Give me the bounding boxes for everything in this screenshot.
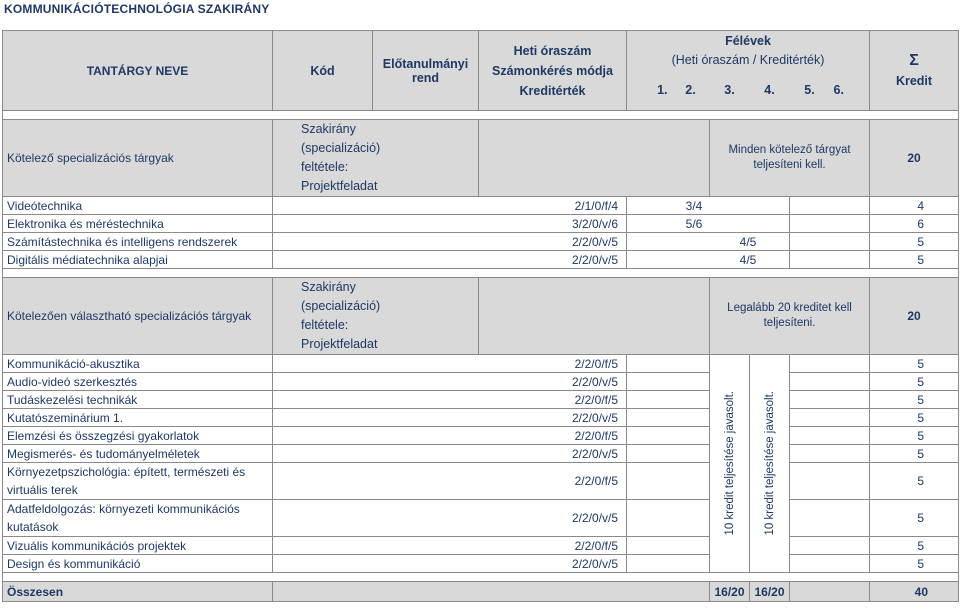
header-weekly-hours-label: Heti óraszám xyxy=(513,43,592,58)
header-subject-name: TANTÁRGY NEVE xyxy=(3,31,273,111)
section-elective-note: Legalább 20 kreditet kell teljesíteni. xyxy=(710,278,870,355)
table-row xyxy=(3,215,959,233)
condition-line: Szakirány xyxy=(301,122,356,136)
table-row xyxy=(3,500,959,537)
subject-credit: 4 xyxy=(870,197,959,215)
subject-code: 2/2/0/f/5 xyxy=(273,537,627,555)
condition-line: feltétele: xyxy=(301,318,349,332)
subject-name: Kutatószeminárium 1. xyxy=(3,409,273,427)
subject-name xyxy=(3,463,273,500)
subject-name: Audio-videó szerkesztés xyxy=(3,373,273,391)
recommendation-text: 10 kredit teljesítése javasolt. xyxy=(763,391,776,536)
empty-cell xyxy=(790,463,870,500)
semester-value: 5/6 xyxy=(627,215,790,233)
summary-row xyxy=(3,582,959,602)
subject-code: 2/2/0/f/5 xyxy=(273,355,627,373)
subject-name-line: Adatfeldolgozás: környezeti kommunikációs xyxy=(7,502,240,516)
header-credit-label: Kredit xyxy=(895,73,933,88)
section-elective-name: Kötelezően választható specializációs tárgyak xyxy=(3,278,273,355)
subject-code: 2/2/0/f/5 xyxy=(273,391,627,409)
empty-cell xyxy=(790,500,870,537)
section-mandatory-name: Kötelező specializációs tárgyak xyxy=(3,120,273,197)
subject-code: 2/2/0/v/5 xyxy=(273,445,627,463)
empty-cell xyxy=(790,427,870,445)
section-mandatory-note: Minden kötelező tárgyat teljesíteni kell. xyxy=(710,120,870,197)
section-elective-condition xyxy=(273,278,479,355)
header-semesters-sub: (Heti óraszám / Kreditérték) xyxy=(671,52,825,67)
subject-credit: 5 xyxy=(870,537,959,555)
subject-credit: 5 xyxy=(870,463,959,500)
table-row xyxy=(3,409,959,427)
empty-cell xyxy=(790,555,870,573)
table-row xyxy=(3,373,959,391)
empty-cell xyxy=(790,215,870,233)
condition-line: Projektfeladat xyxy=(301,337,378,351)
recommendation-sem4 xyxy=(750,355,790,573)
summary-label: Összesen xyxy=(3,582,273,602)
subject-code: 2/1/0/f/4 xyxy=(273,197,627,215)
empty-cell xyxy=(627,391,710,409)
header-weekly-hours xyxy=(479,31,627,111)
header-exam-mode: Számonkérés módja xyxy=(492,63,613,78)
empty-cell xyxy=(790,355,870,373)
subject-name: Kommunikáció-akusztika xyxy=(3,355,273,373)
subject-credit: 5 xyxy=(870,373,959,391)
condition-line: (specializáció) xyxy=(301,299,381,313)
section-elective-total: 20 xyxy=(870,278,959,355)
empty-cell xyxy=(790,445,870,463)
empty-cell xyxy=(627,373,710,391)
table-row xyxy=(3,463,959,500)
header-credit-sum xyxy=(870,31,959,111)
subject-code: 2/2/0/v/5 xyxy=(273,233,627,251)
subject-name: Tudáskezelési technikák xyxy=(3,391,273,409)
empty-cell xyxy=(790,409,870,427)
table-row xyxy=(3,197,959,215)
empty-cell xyxy=(627,555,710,573)
empty-cell xyxy=(627,355,710,373)
recommendation-text: 10 kredit teljesítése javasolt. xyxy=(723,391,736,536)
empty-cell xyxy=(790,391,870,409)
subject-code: 2/2/0/v/5 xyxy=(273,373,627,391)
sigma-icon: Σ xyxy=(909,51,919,69)
subject-name-line: Környezetpszichológia: épített, természeti és xyxy=(7,465,246,479)
header-code: Kód xyxy=(273,31,373,111)
summary-total: 40 xyxy=(870,582,959,602)
subject-name: Elektronika és méréstechnika xyxy=(3,215,273,233)
subject-credit: 6 xyxy=(870,215,959,233)
subject-code: 2/2/0/f/5 xyxy=(273,427,627,445)
curriculum-table xyxy=(2,30,959,602)
table-row xyxy=(3,251,959,269)
subject-code: 2/2/0/f/5 xyxy=(273,463,627,500)
semester-1: 1. xyxy=(627,71,672,111)
empty-cell xyxy=(627,500,710,537)
section-mandatory-header xyxy=(3,120,959,197)
condition-line: feltétele: xyxy=(301,160,349,174)
subject-credit: 5 xyxy=(870,233,959,251)
subject-code: 2/2/0/v/5 xyxy=(273,500,627,537)
subject-name: Elemzési és összegzési gyakorlatok xyxy=(3,427,273,445)
semester-3: 3. xyxy=(710,71,750,111)
empty-cell xyxy=(627,409,710,427)
empty-cell xyxy=(273,582,710,602)
semester-4: 4. xyxy=(750,71,790,111)
section-mandatory-spacer xyxy=(479,120,710,197)
page-title: KOMMUNIKÁCIÓTECHNOLÓGIA SZAKIRÁNY xyxy=(4,2,270,16)
subject-credit: 5 xyxy=(870,355,959,373)
empty-cell xyxy=(790,373,870,391)
semester-value: 4/5 xyxy=(627,251,790,269)
semester-value: 4/5 xyxy=(627,233,790,251)
condition-line: (specializáció) xyxy=(301,141,381,155)
empty-cell xyxy=(627,445,710,463)
header-credit-value: Kreditérték xyxy=(519,83,586,98)
subject-name-line: kutatások xyxy=(7,520,59,534)
table-row xyxy=(3,427,959,445)
subject-code: 2/2/0/v/5 xyxy=(273,409,627,427)
subject-credit: 5 xyxy=(870,409,959,427)
empty-cell xyxy=(790,233,870,251)
subject-name: Digitális médiatechnika alapjai xyxy=(3,251,273,269)
semester-value: 3/4 xyxy=(627,197,790,215)
empty-cell xyxy=(627,537,710,555)
empty-cell xyxy=(790,537,870,555)
empty-cell xyxy=(627,463,710,500)
table-row xyxy=(3,355,959,373)
recommendation-sem3 xyxy=(710,355,750,573)
empty-cell xyxy=(790,251,870,269)
condition-line: Projektfeladat xyxy=(301,179,378,193)
table-row xyxy=(3,537,959,555)
header-semesters xyxy=(627,31,870,71)
subject-credit: 5 xyxy=(870,251,959,269)
table-row xyxy=(3,391,959,409)
subject-credit: 5 xyxy=(870,391,959,409)
section-mandatory-total: 20 xyxy=(870,120,959,197)
semester-5: 5. xyxy=(790,71,830,111)
condition-line: Szakirány xyxy=(301,280,356,294)
subject-name: Megismerés- és tudományelméletek xyxy=(3,445,273,463)
subject-credit: 5 xyxy=(870,555,959,573)
header-semesters-label: Félévek xyxy=(725,33,771,48)
section-mandatory-condition xyxy=(273,120,479,197)
header-row xyxy=(3,31,959,71)
section-elective-header xyxy=(3,278,959,355)
table-row xyxy=(3,445,959,463)
subject-name: Számítástechnika és intelligens rendszerek xyxy=(3,233,273,251)
semester-2: 2. xyxy=(672,71,710,111)
empty-cell xyxy=(627,427,710,445)
subject-name-line: virtuális terek xyxy=(7,483,78,497)
subject-name xyxy=(3,500,273,537)
semester-6: 6. xyxy=(830,71,870,111)
table-row xyxy=(3,233,959,251)
subject-credit: 5 xyxy=(870,445,959,463)
subject-credit: 5 xyxy=(870,427,959,445)
header-prerequisite: Előtanulmányi rend xyxy=(373,31,479,111)
subject-name: Design és kommunikáció xyxy=(3,555,273,573)
table-row xyxy=(3,555,959,573)
subject-name: Videótechnika xyxy=(3,197,273,215)
empty-cell xyxy=(790,582,870,602)
subject-code: 2/2/0/v/5 xyxy=(273,555,627,573)
section-elective-spacer xyxy=(479,278,710,355)
subject-name: Vizuális kommunikációs projektek xyxy=(3,537,273,555)
empty-cell xyxy=(790,197,870,215)
subject-credit: 5 xyxy=(870,500,959,537)
summary-sem3: 16/20 xyxy=(710,582,750,602)
summary-sem4: 16/20 xyxy=(750,582,790,602)
subject-code: 2/2/0/v/5 xyxy=(273,251,627,269)
subject-code: 3/2/0/v/6 xyxy=(273,215,627,233)
